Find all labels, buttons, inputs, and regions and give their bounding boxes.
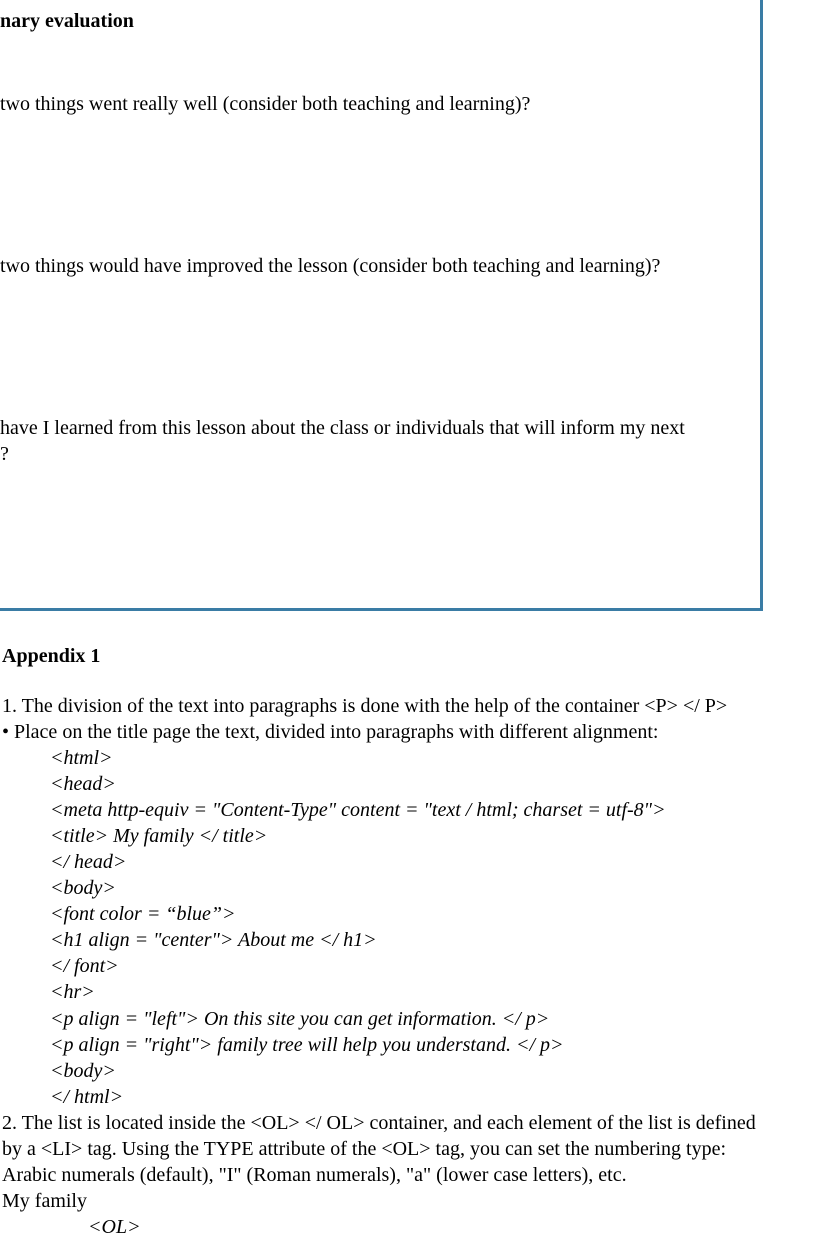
appendix-bullet: • Place on the title page the text, divided into paragraphs with different alignment: [2, 721, 659, 743]
code-line: <hr> [50, 981, 95, 1003]
code-line: <h1 align = "center"> About me </ h1> [50, 929, 377, 951]
question-improved: two things would have improved the lesson (consider both teaching and learning)? [0, 255, 661, 277]
code-line: <body> [50, 1060, 116, 1082]
code-line: <title> My family </ title> [50, 825, 268, 847]
appendix-item-2-line-3: Arabic numerals (default), "I" (Roman numerals), "a" (lower case letters), etc. [2, 1164, 627, 1186]
code-line: <p align = "right"> family tree will help you understand. </ p> [50, 1034, 564, 1056]
question-learned-line-2: ? [0, 443, 9, 465]
code-line: <html> [50, 747, 113, 769]
code-line: <head> [50, 773, 116, 795]
code-line: </ head> [50, 851, 127, 873]
ol-tag-line: <OL> [88, 1216, 141, 1238]
code-line: </ font> [50, 955, 119, 977]
question-learned-line-1: have I learned from this lesson about the class or individuals that will inform my next [0, 417, 685, 439]
code-line: <p align = "left"> On this site you can get information. </ p> [50, 1008, 550, 1030]
my-family-label: My family [2, 1190, 87, 1212]
code-line: <body> [50, 877, 116, 899]
code-line: <meta http-equiv = "Content-Type" content = "text / html; charset = utf-8"> [50, 799, 666, 821]
appendix-heading: Appendix 1 [2, 645, 101, 667]
appendix-item-2-line-1: 2. The list is located inside the <OL> </ OL> container, and each element of the list is defined [2, 1112, 756, 1134]
summary-evaluation-heading: nary evaluation [0, 10, 134, 32]
question-went-well: two things went really well (consider both teaching and learning)? [0, 93, 531, 115]
code-line: <font color = “blue”> [50, 903, 236, 925]
appendix-item-2-line-2: by a <LI> tag. Using the TYPE attribute of the <OL> tag, you can set the numbering type: [2, 1138, 727, 1160]
code-line: </ html> [50, 1086, 124, 1108]
appendix-item-1: 1. The division of the text into paragraphs is done with the help of the container <P> </ P> [2, 695, 728, 717]
